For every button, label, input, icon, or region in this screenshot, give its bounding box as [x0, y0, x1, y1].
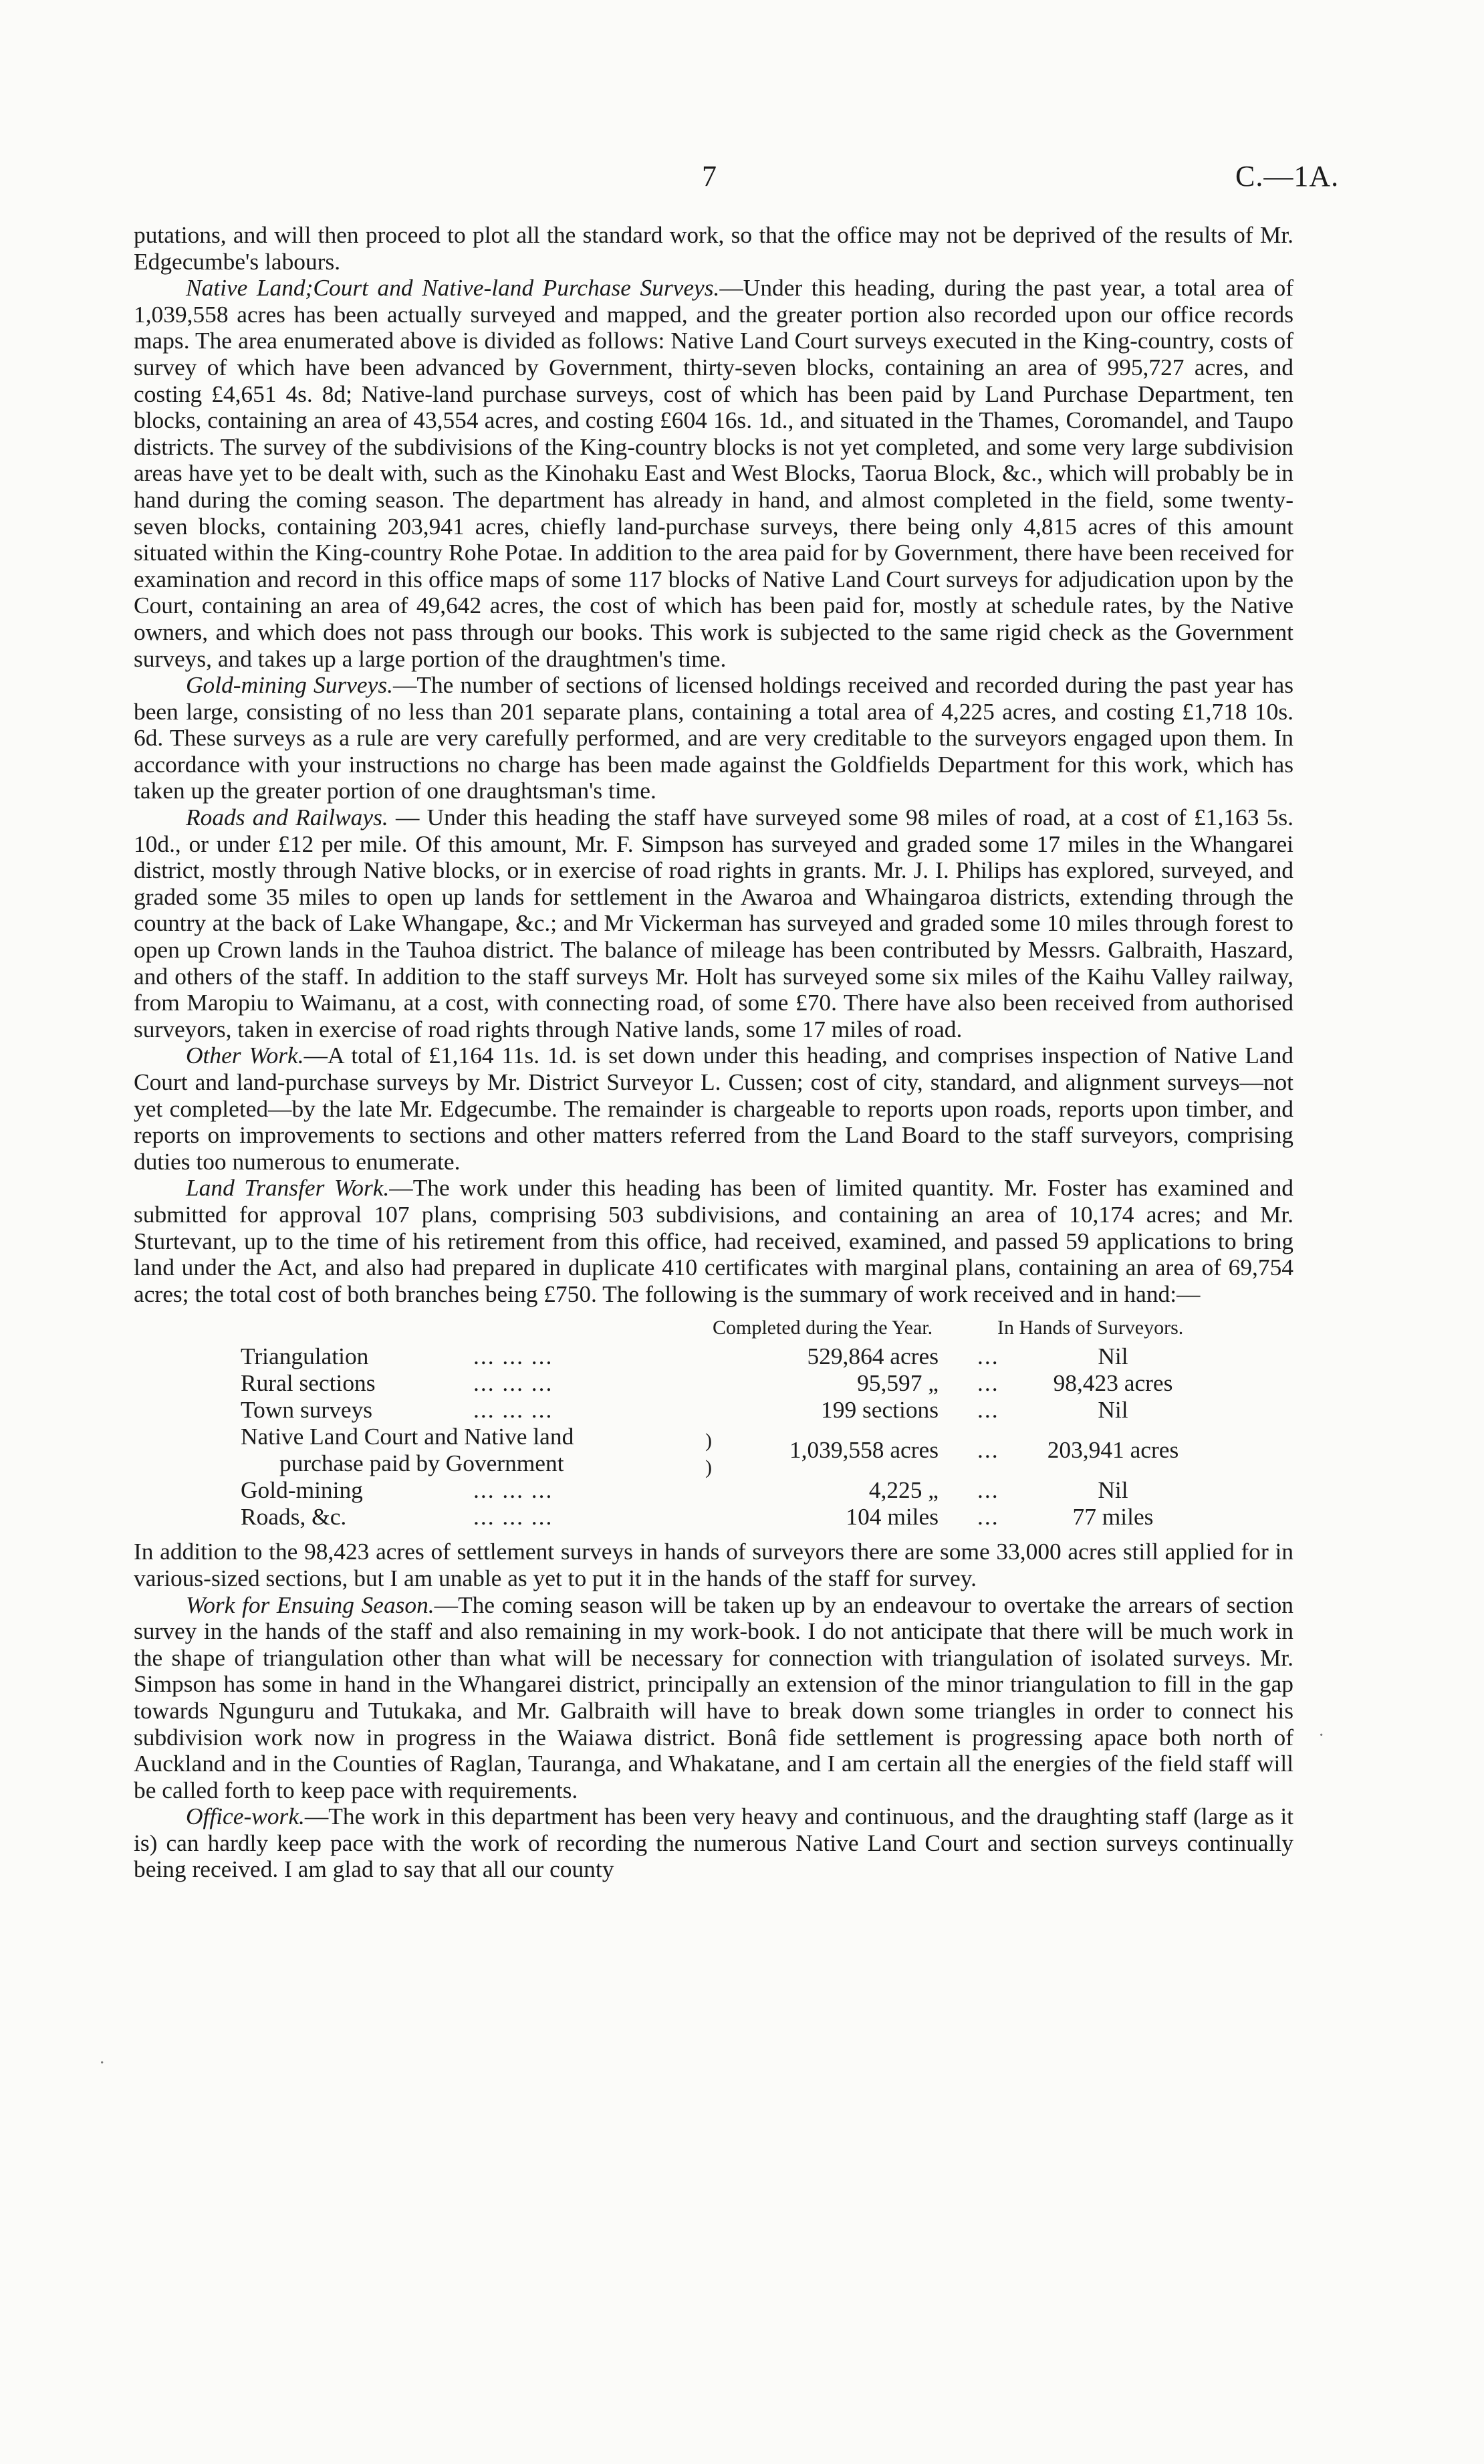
paragraph-heading: Other Work.: [186, 1042, 304, 1069]
paragraph-heading: Native Land;Court and Native-land Purchase Surveys.: [186, 274, 720, 302]
summary-table: [134, 1317, 1293, 1531]
brace-mark: ): [705, 1456, 712, 1479]
paragraph-roads-railways: Roads and Railways. — Under this heading the staff have surveyed some 98 miles of road, at a cost of £1,163 5s. 10d., or under £12 per mile. Of this amount, Mr. F. Simpson has surveyed and graded some 17 miles in the Whangarei district, mostly through Native blocks, or in exercise of road rights in grants. Mr. J. I. Philips has explored, surveyed, and graded some 35 miles to open up lands for settlement in the Awaroa and Whaingaroa districts, extending through the country at the back of Lake Whangape, &c.; and Mr Vickerman has surveyed and graded some 10 miles through forest to open up Crown lands in the Tauhoa district. The balance of mileage has been contributed by Messrs. Galbraith, Haszard, and others of the staff. In addition to the staff surveys Mr. Holt has surveyed some six miles of the Kaihu Valley railway, from Maropiu to Waimanu, at a cost, with connecting road, of some £70. There have also been received from authorised surveyors, taken in exercise of road rights through Native lands, some 17 miles of road.: [134, 804, 1293, 1042]
table-row: Triangulation ... ... ... 529,864 acres ... Nil: [241, 1343, 1128, 1370]
paragraph-heading: Land Transfer Work.: [186, 1174, 390, 1202]
body-text: [134, 222, 1293, 1883]
paragraph-other-work: Other Work.—A total of £1,164 11s. 1d. is set down under this heading, and comprises inspection of Native Land Court and land-purchase surveys by Mr. District Surveyor L. Cussen; cost of city, standard, and alignment surveys—not yet completed—by the late Mr. Edgecumbe. The remainder is chargeable to reports upon roads, reports upon timber, and reports on improvements to sections and other matters referred from the Land Board to the staff surveyors, comprising duties too numerous to enumerate.: [134, 1042, 1294, 1175]
paragraph-heading: Office-work.: [186, 1803, 305, 1830]
page-number: 7: [702, 160, 717, 193]
table-row: Town surveys ... ... ... 199 sections ... Nil: [241, 1396, 1128, 1424]
paragraph-continuation: putations, and will then proceed to plot all the standard work, so that the office may not be deprived of the results of Mr. Edgecumbe's labours.: [134, 221, 1293, 275]
paragraph-native-land: Native Land;Court and Native-land Purchase Surveys.—Under this heading, during the past year, a total area of 1,039,558 acres has been actually surveyed and mapped, and the greater portion also recorded upon our office records maps. The area enumerated above is divided as follows: Native Land Court surveys executed in the King-country, costs of survey of which have been advanced by Government, thirty-seven blocks, containing an area of 995,727 acres, and costing £4,651 4s. 8d; Native-land purchase surveys, cost of which has been paid by Land Purchase Department, ten blocks, containing an area of 43,554 acres, and costing £604 16s. 1d., and situated in the Thames, Coromandel, and Taupo districts. The survey of the subdivisions of the King-country blocks is not yet completed, and some very large subdivision areas have yet to be dealt with, such as the Kinohaku East and West Blocks, Taorua Block, &c., which will probably be in hand during the coming season. The department has already in hand, and almost completed in the field, some twenty-seven blocks, containing 203,941 acres, chiefly land-purchase surveys, there being only 4,815 acres of this amount situated within the King-country Rohe Potae. In addition to the area paid for by Government, there have been received for examination and record in this office maps of some 117 blocks of Native Land Court surveys for adjudication upon by the Court, containing an area of 49,642 acres, the cost of which has been paid for, mostly at schedule rates, by the Native owners, and which does not pass through our books. This work is subjected to the same rigid check as the Government surveys, and takes up a large portion of the draughtmen's time.: [134, 274, 1293, 672]
table-row: Roads, &c. ... ... ... 104 miles ... 77 miles: [241, 1503, 1154, 1531]
paragraph-ensuing-season: Work for Ensuing Season.—The coming season will be taken up by an endeavour to overtake the arrears of section survey in the hands of the staff and also remaining in my work-book. I do not anticipate that there will be much work in the shape of triangulation other than what will be necessary for connection with triangulation of isolated surveys. Mr. Simpson has some in hand in the Whangarei district, principally an extension of the minor triangulation to fill in the gap towards Ngunguru and Tutukaka, and Mr. Galbraith will have to break down some triangles in order to connect his subdivision work now in progress in the Waiawa district. Bonâ fide settlement is progressing apace both north of Auckland and in the Counties of Raglan, Tauranga, and Whakatane, and I am certain all the energies of the field staff will be called forth to keep pace with requirements.: [134, 1591, 1294, 1803]
paragraph-gold-mining: Gold-mining Surveys.—The number of sections of licensed holdings received and recorded during the past year has been large, consisting of no less than 201 separate plans, containing a total area of 4,225 acres, and costing £1,718 10s. 6d. These surveys as a rule are very carefully performed, and are very creditable to the surveyors engaged upon them. In accordance with your instructions no charge has been made against the Goldfields Department for this work, which has taken up the greater portion of one draughtsman's time.: [134, 671, 1293, 804]
summary-column-headers: [134, 1317, 1293, 1343]
table-row: Native Land Court and Native land ) purchase paid by Government ) 1,039,558 acres ... 203,941 acres: [134, 1424, 1293, 1477]
paragraph-heading: Roads and Railways.: [186, 804, 388, 831]
column-header-completed: Completed during the Year.: [713, 1317, 933, 1339]
brace-mark: ): [705, 1430, 712, 1452]
paragraph-land-transfer: Land Transfer Work.—The work under this heading has been of limited quantity. Mr. Foster has examined and submitted for approval 107 plans, comprising 503 subdivisions, and containing an area of 10,174 acres; and Mr. Sturtevant, up to the time of his retirement from this office, had received, examined, and passed 59 applications to bring land under the Act, and also had prepared in duplicate 410 certificates with marginal plans, containing an area of 69,754 acres; the total cost of both branches being £750. The following is the summary of work received and in hand:—: [134, 1174, 1293, 1307]
table-row: Gold-mining ... ... ... 4,225 „ ... Nil: [241, 1476, 1128, 1504]
paragraph-heading: Work for Ensuing Season.: [186, 1591, 435, 1618]
document-reference: C.—1A.: [1235, 160, 1340, 193]
margin-mark: ·: [99, 2053, 106, 2074]
column-header-in-hands: In Hands of Surveyors.: [997, 1317, 1184, 1339]
paragraph-heading: Gold-mining Surveys.: [186, 671, 393, 699]
margin-mark: ·: [1318, 1725, 1325, 1746]
paragraph-settlement-surveys: In addition to the 98,423 acres of settlement surveys in hands of surveyors there are some 33,000 acres still applied for in various-sized sections, but I am unable as yet to put it in the hands of the staff for survey.: [134, 1538, 1293, 1591]
table-row: Rural sections ... ... ... 95,597 „ ... 98,423 acres: [241, 1369, 1173, 1397]
paragraph-office-work: Office-work.—The work in this department has been very heavy and continuous, and the draughting staff (large as it is) can hardly keep pace with the work of recording the numerous Native Land Court and section surveys continually being received. I am glad to say that all our county: [134, 1803, 1293, 1883]
